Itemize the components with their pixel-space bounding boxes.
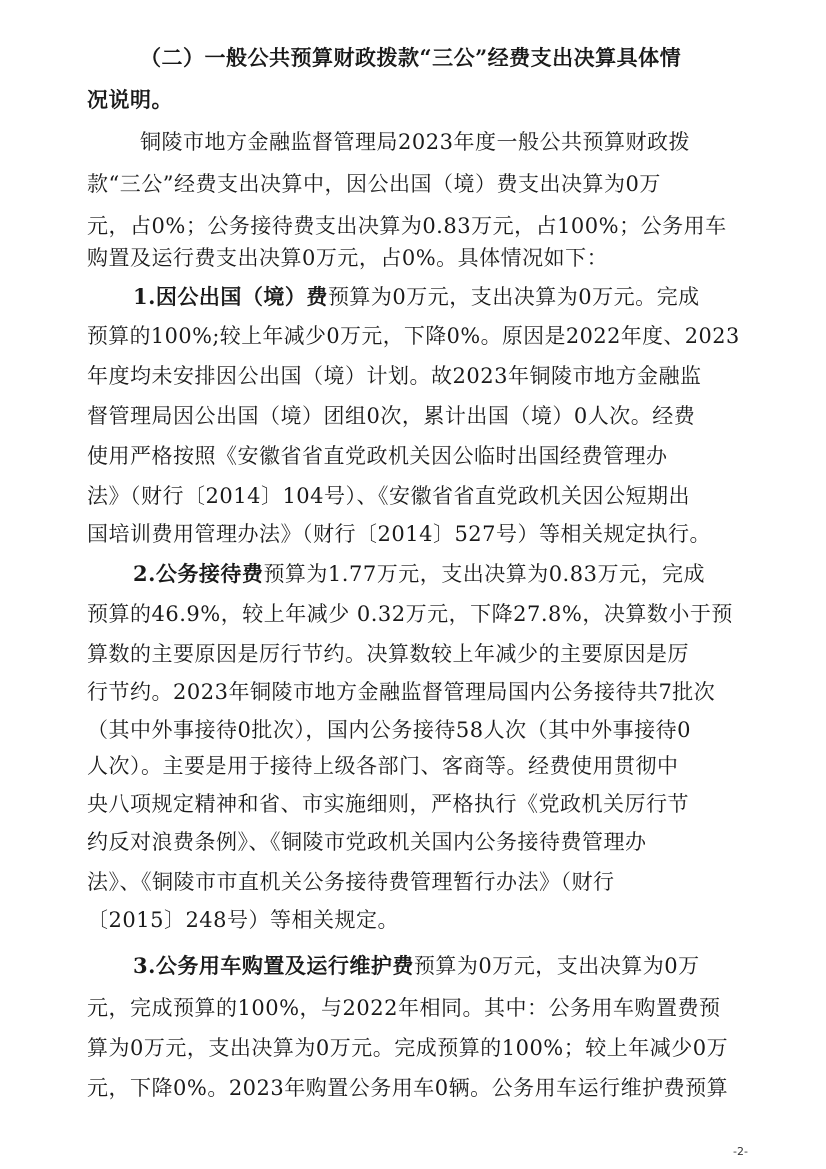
- section-3-line: 算为0万元，支出决算为0万元。完成预算的100%；较上年减少0万: [87, 1036, 729, 1060]
- section-2-line: 央八项规定精神和省、市实施细则，严格执行《党政机关厉行节: [87, 792, 689, 816]
- section-3-first-text: 预算为0万元，支出决算为0万: [413, 954, 700, 978]
- page-number: -2-: [733, 1145, 748, 1158]
- section-2-line: 预算的46.9%，较上年减少 0.32万元，下降27.8%，决算数小于预: [87, 602, 733, 626]
- section-1-title: 1.因公出国（境）费: [133, 284, 328, 309]
- section-2-line: 算数的主要原因是厉行节约。决算数较上年减少的主要原因是厉: [87, 642, 689, 666]
- section-1-line: 使用严格按照《安徽省省直党政机关因公临时出国经费管理办: [87, 444, 668, 468]
- section-1-first-text: 预算为0万元，支出决算为0万元。完成: [327, 285, 700, 309]
- section-2-line: 约反对浪费条例》、《铜陵市党政机关国内公务接待费管理办: [87, 830, 647, 854]
- section-2-first-text: 预算为1.77万元，支出决算为0.83万元，完成: [263, 562, 705, 586]
- intro-line: 款“三公”经费支出决算中，因公出国（境）费支出决算为0万: [87, 172, 661, 196]
- intro-line: 铜陵市地方金融监督管理局2023年度一般公共预算财政拨: [140, 130, 690, 154]
- section-2-title: 2.公务接待费: [133, 561, 264, 586]
- section-1-line: 法》（财行〔2014〕104号）、《安徽省省直党政机关因公短期出: [87, 484, 691, 508]
- section-3-title: 3.公务用车购置及运行维护费: [133, 953, 414, 978]
- section-2-line: 〔2015〕248号）等相关规定。: [87, 908, 400, 932]
- section-heading-line-2: 况说明。: [87, 87, 173, 112]
- section-1-line: 督管理局因公出国（境）团组0次，累计出国（境）0人次。经费: [87, 404, 696, 428]
- section-1-line: 国培训费用管理办法》（财行〔2014〕527号）等相关规定执行。: [87, 522, 712, 546]
- intro-line: 元，占0%；公务接待费支出决算为0.83万元，占100%；公务用车: [87, 214, 727, 238]
- section-2-first-line: [133, 560, 705, 588]
- section-3-line: 元，完成预算的100%，与2022年相同。其中：公务用车购置费预: [87, 996, 721, 1020]
- section-2-line: 法》、《铜陵市市直机关公务接待费管理暂行办法》（财行: [87, 870, 615, 894]
- section-1-first-line: [133, 283, 700, 311]
- section-1-line: 预算的100%;较上年减少0万元，下降0%。原因是2022年度、2023: [87, 324, 740, 348]
- section-heading-line-1: （二）一般公共预算财政拨款“三公”经费支出决算具体情: [140, 45, 682, 70]
- intro-line: 购置及运行费支出决算0万元，占0%。具体情况如下：: [87, 246, 609, 270]
- section-2-line: 行节约。2023年铜陵市地方金融监督管理局国内公务接待共7批次: [87, 680, 716, 704]
- section-2-line: 人次）。主要是用于接待上级各部门、客商等。经费使用贯彻中: [87, 754, 679, 778]
- section-3-first-line: [133, 952, 700, 980]
- section-3-line: 元，下降0%。2023年购置公务用车0辆。公务用车运行维护费预算: [87, 1076, 729, 1100]
- section-2-line: （其中外事接待0批次），国内公务接待58人次（其中外事接待0: [87, 718, 691, 742]
- section-1-line: 年度均未安排因公出国（境）计划。故2023年铜陵市地方金融监: [87, 364, 702, 388]
